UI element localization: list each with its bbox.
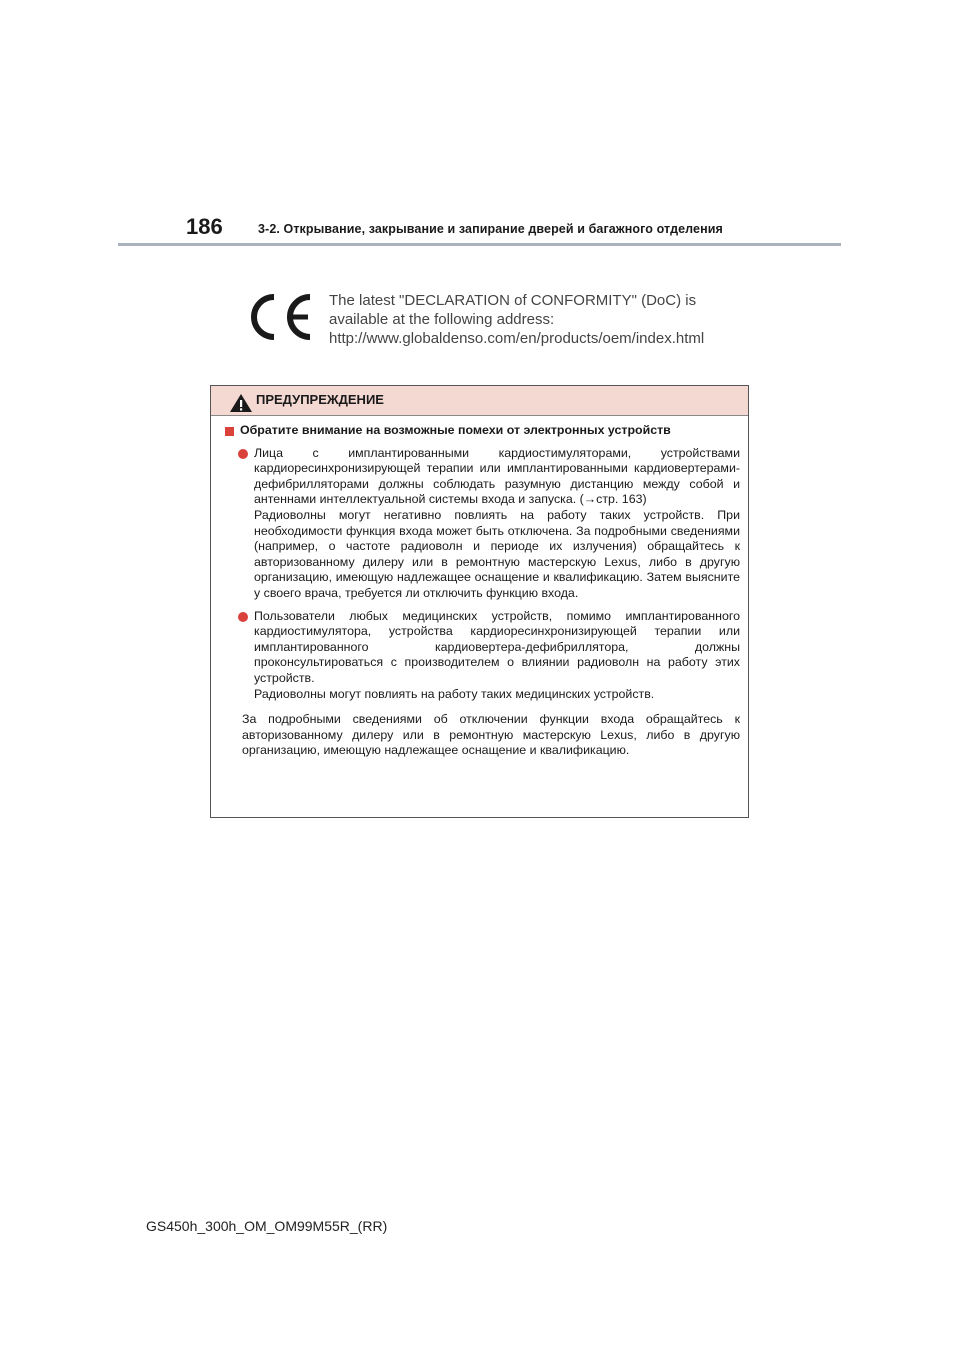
doc-notice-line: The latest "DECLARATION of CONFORMITY" (DoC) is [329,292,697,309]
doc-notice-url[interactable]: http://www.globaldenso.com/en/products/oem/index.html [329,330,705,347]
warning-triangle-icon [229,393,253,413]
circle-bullet-icon [238,449,248,459]
warning-paragraph: Пользователи любых медицинских устройств, помимо имплантированного кардиостимулятора, устройства кардиоресинхронизирующей терапии или имплантированного кардиовертера-дефибриллятора, должны проконсультироваться с производителем о влиянии радиоволн на работу этих устройств. [254,608,740,685]
warning-subheading [231,423,740,439]
warning-paragraph: Радиоволны могут повлиять на работу таких медицинских устройств. [254,686,655,701]
warning-closing: За подробными сведениями об отключении функции входа обращайтесь к авторизованному дилеру или в ремонтную мастерскую Lexus, либо в другую организацию, имеющую надлежащее оснащение и квалификацию. [242,712,740,758]
ce-mark-logo [246,293,314,341]
page-number: 186 [186,214,223,239]
doc-notice [329,291,704,348]
warning-title: ПРЕДУПРЕЖДЕНИЕ [256,392,384,407]
header-rule [118,243,841,246]
warning-paragraph: Радиоволны могут негативно повлиять на работу таких устройств. При необходимости функция входа может быть отключена. За подробными сведениями (например, о частоте радиоволн и периоде их излучения) обращайтесь к авторизованному дилеру или в ремонтную мастерскую Lexus, либо в другую организацию, имеющую надлежащее оснащение и квалификацию. Затем выясните у своего врача, требуется ли отключить функцию входа. [254,507,740,600]
square-bullet-icon [225,427,234,436]
footer-code: GS450h_300h_OM_OM99M55R_(RR) [146,1218,388,1234]
warning-header [211,386,748,416]
warning-box [210,385,749,818]
warning-item [254,446,740,602]
doc-notice-line: available at the following address: [329,311,555,328]
warning-subheading-text: Обратите внимание на возможные помехи от электронных устройств [240,423,671,437]
warning-paragraph: Лица с имплантированными кардиостимуляторами, устройствами кардиоресинхронизирующей терапии или имплантированными кардиовертерами-дефибрилляторами должны соблюдать разумную дистанцию между собой и антеннами интеллектуальной системы входа и запуска. (→стр. 163) [254,445,740,507]
warning-item [254,609,740,703]
warning-body [211,416,748,759]
circle-bullet-icon [238,612,248,622]
section-title: 3-2. Открывание, закрывание и запирание дверей и багажного отделения [258,222,723,236]
